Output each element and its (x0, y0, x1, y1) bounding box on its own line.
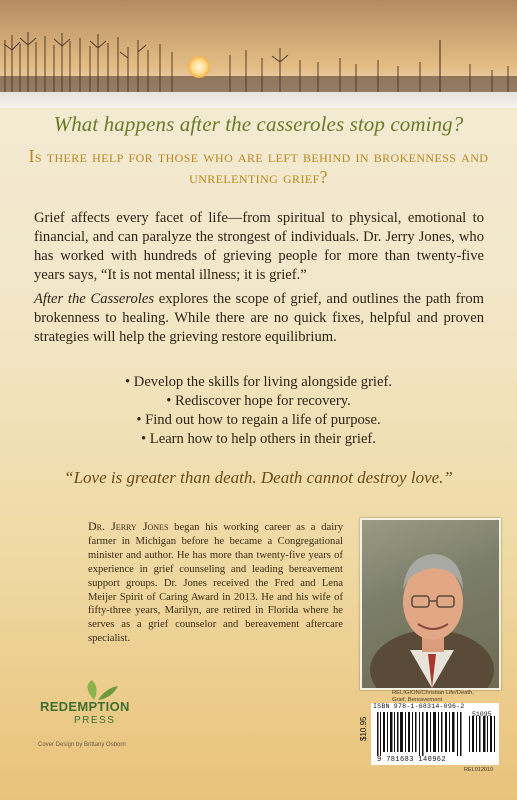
book-title-italic: After the Casseroles (34, 291, 155, 307)
bullet-item: • Learn how to help others in their grief. (141, 431, 376, 447)
sunset-photo (0, 0, 517, 108)
publisher-subname: PRESS (74, 715, 116, 726)
bullet-item: • Develop the skills for living alongside grief. (125, 374, 392, 390)
author-name: Dr. Jerry Jones (88, 519, 169, 533)
price-label: $10.95 (359, 716, 368, 741)
item-code: REL012010 (464, 767, 494, 773)
publisher-name: REDEMPTION (40, 699, 130, 714)
cover-design-credit: Cover Design by Brittany Osborn (38, 742, 126, 748)
quote: “Love is greater than death. Death cannot destroy love.” (64, 468, 453, 487)
category-line: RELIGION/Christian Life/Death, (392, 690, 474, 696)
portrait-illustration (362, 520, 499, 688)
isbn-label: ISBN 978-1-68314-096-2 (373, 703, 465, 710)
bullet-list (0, 373, 517, 449)
author-bio-text: began his working career as a dairy farmer in Michigan before he became a Congregational minister and author. He has more than twenty-five years of experience in grief counseling and leading bereavement support groups. Dr. Jones received the Fred and Lena Meijer Spirit of Caring Award in 2013. He and his wife of fifty-three years, Marilyn, are retired in Florida where he serves as a grief counselor and bereavement aftercare specialist. (88, 522, 343, 645)
category-line: Grief, Bereavement (392, 697, 443, 703)
bullet-item: • Find out how to regain a life of purpose. (136, 412, 381, 428)
author-bio (88, 520, 343, 646)
setting-sun (188, 56, 210, 78)
subheading: Is there help for those who are left behind in brokenness and unrelenting grief? (28, 146, 489, 187)
bullet-item: • Rediscover hope for recovery. (166, 393, 351, 409)
paragraph-2-text: explores the scope of grief, and outlines the path from brokenness to healing. While there are no quick fixes, helpful and proven strategies will help the grieving restore equilibrium. (34, 291, 484, 345)
description-paragraph-2 (34, 290, 484, 347)
barcode-addon-number: 51095 (472, 711, 492, 718)
author-portrait (360, 518, 501, 690)
category-caption (392, 690, 502, 704)
snowy-field (0, 92, 517, 108)
description-paragraph-1: Grief affects every facet of life—from spiritual to physical, emotional to financial, and can paralyze the strongest of individuals. Dr. Jerry Jones, who has worked with hundreds of grieving people for more than twenty-five years says, “It is not mental illness; it is grief.” (34, 210, 484, 283)
tagline: What happens after the casseroles stop coming? (53, 112, 464, 136)
barcode-number: 9 781683 140962 (377, 756, 447, 764)
